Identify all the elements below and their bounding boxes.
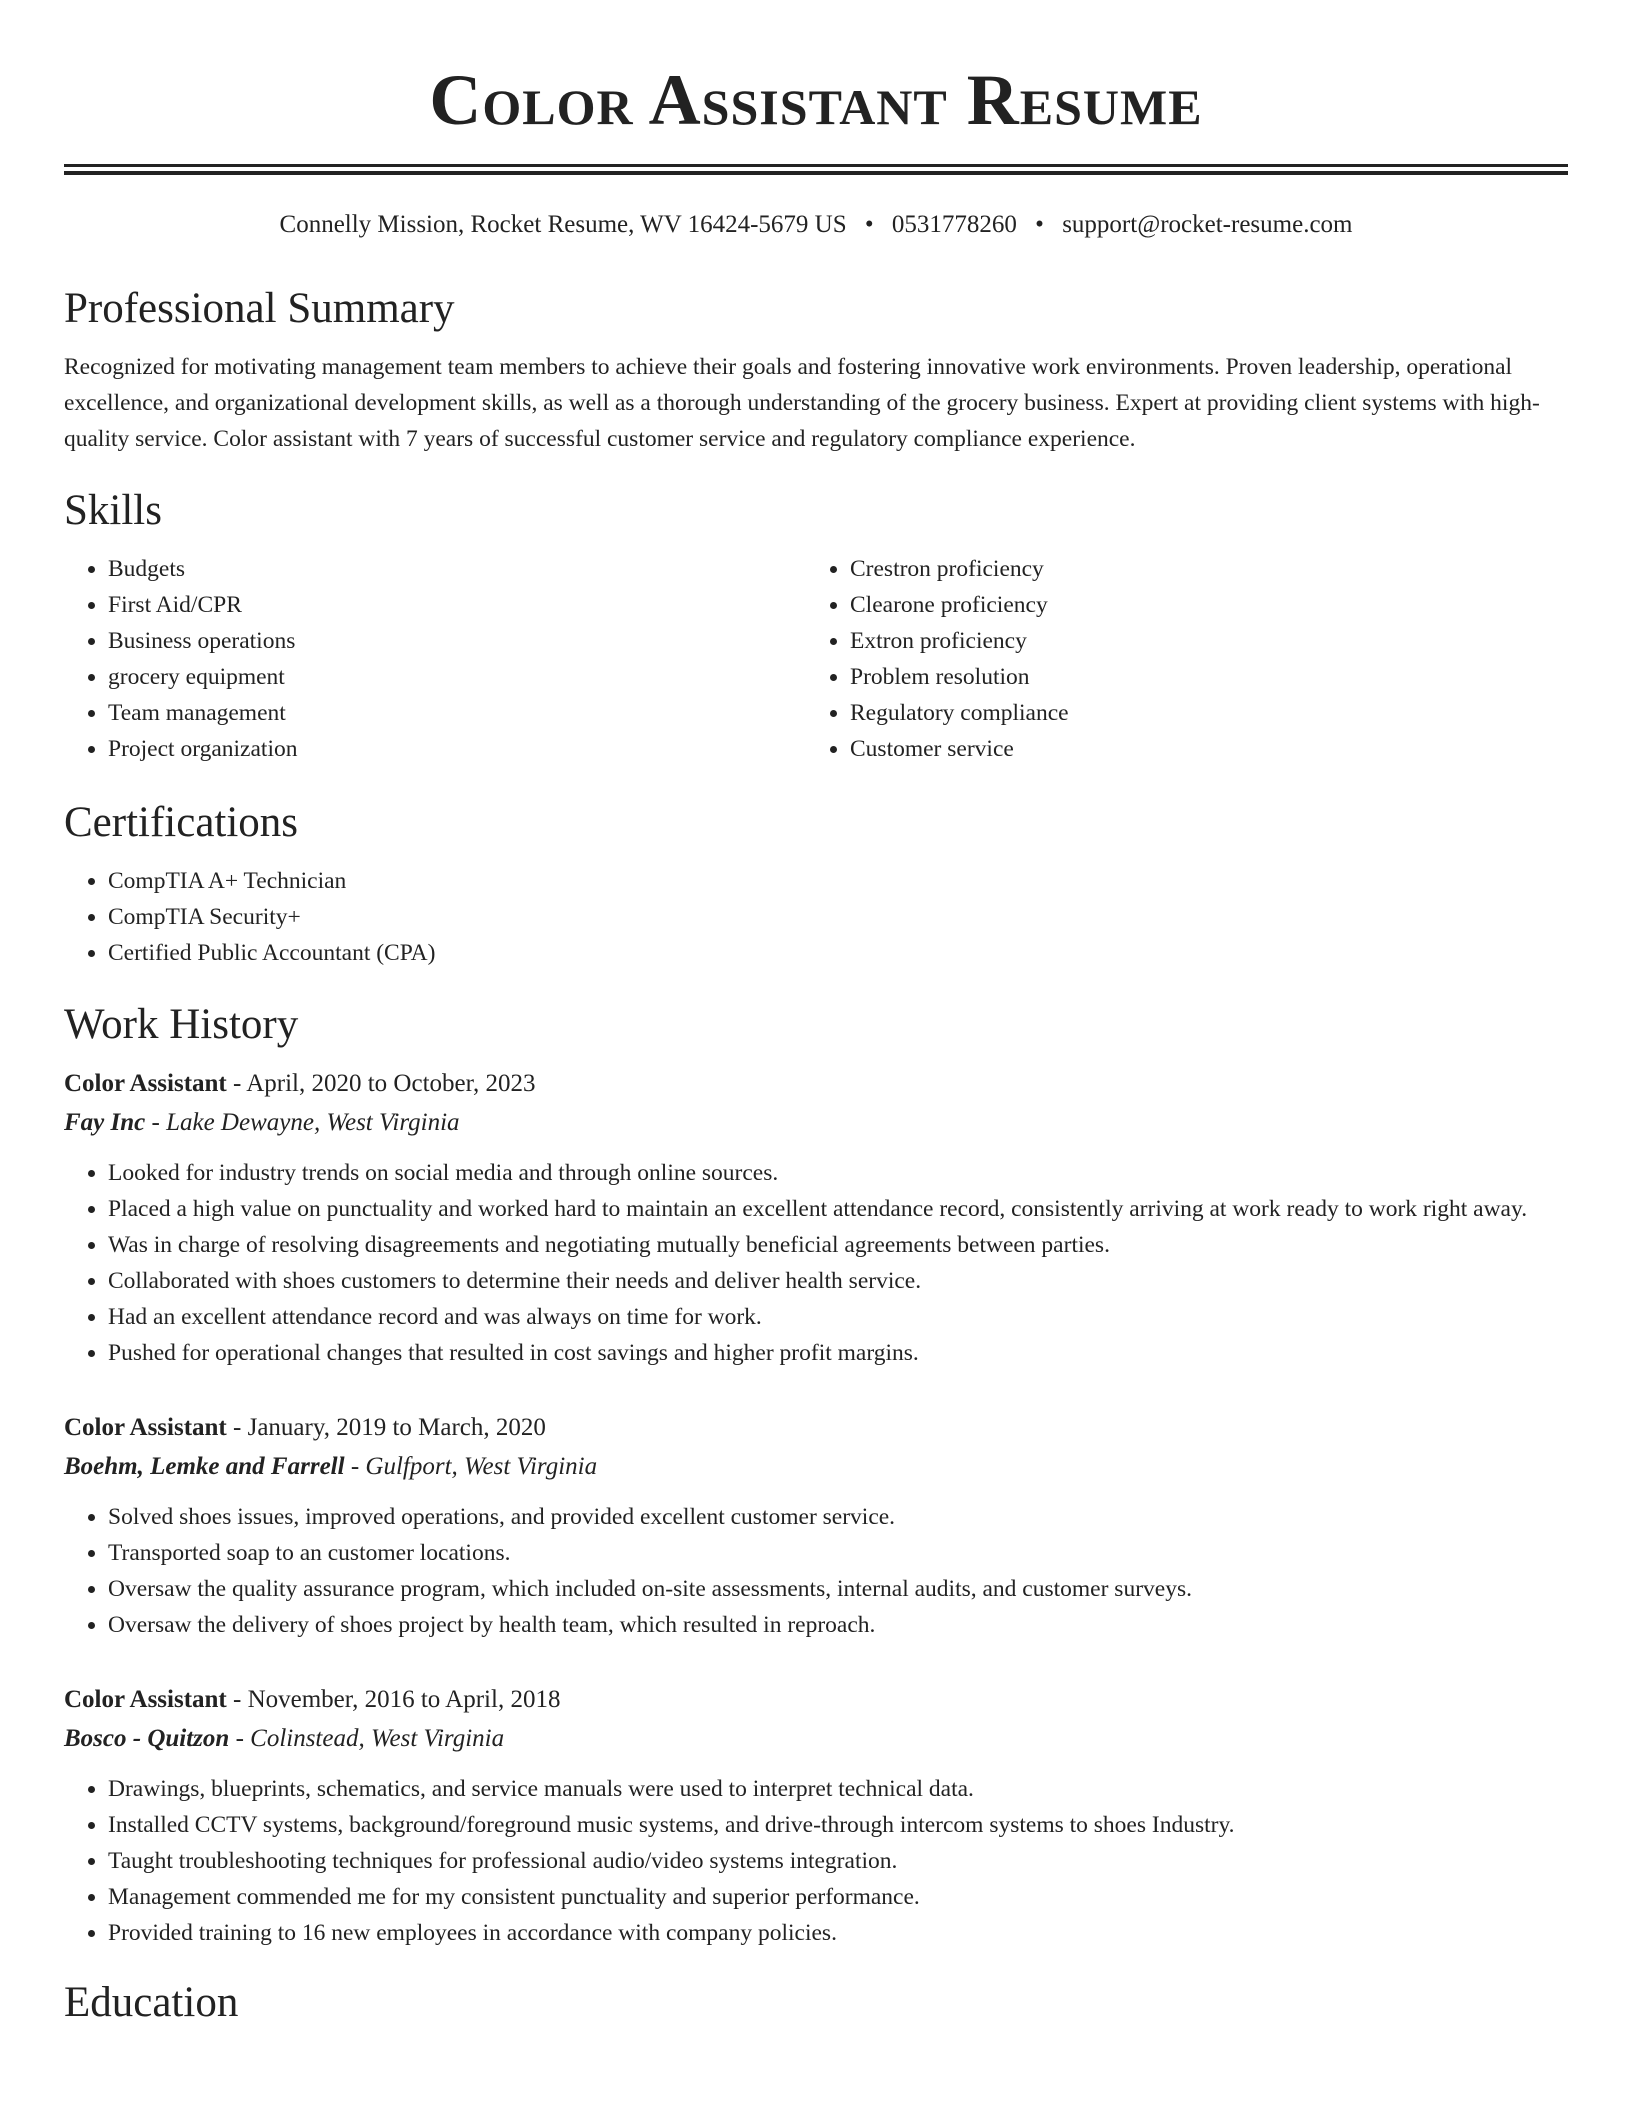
contact-email: support@rocket-resume.com: [1062, 211, 1353, 238]
skill-item: • Project organization: [108, 731, 806, 767]
job-company: Boehm, Lemke and Farrell: [64, 1453, 345, 1480]
skill-item: • Budgets: [108, 551, 806, 587]
resume-title: Color Assistant Resume: [429, 60, 1203, 140]
job-location: - Colinstead, West Virginia: [229, 1725, 505, 1752]
summary-text: Recognized for motivating management team members to achieve their goals and fostering innovative work environments. Proven leadership, operational excellence, and organizational development skills, as well as a thorough understanding of the grocery business. Expert at providing client systems with high-quality service. Color assistant with 7 years of successful customer service and regulatory compliance experience.: [64, 354, 1540, 452]
skill-item: • Customer service: [850, 731, 1548, 767]
skill-item: • Team management: [108, 695, 806, 731]
job-bullet: • Taught troubleshooting techniques for professional audio/video systems integration.: [108, 1843, 1568, 1879]
job-location: - Lake Dewayne, West Virginia: [145, 1109, 460, 1136]
job-bullets: [64, 1499, 1568, 1643]
job-entry: [64, 1681, 1568, 1951]
job-company: Bosco - Quitzon: [64, 1725, 230, 1752]
job-bullet: • Had an excellent attendance record and was always on time for work.: [108, 1299, 1568, 1335]
contact-line: [64, 209, 1568, 241]
skill-item: • Regulatory compliance: [850, 695, 1548, 731]
certifications-heading: Certifications: [64, 799, 299, 846]
job-bullet: • Was in charge of resolving disagreements and negotiating mutually beneficial agreements between parties.: [108, 1227, 1568, 1263]
certification-item: • Certified Public Accountant (CPA): [108, 935, 1568, 971]
contact-separator: •: [864, 211, 874, 238]
skill-item: • First Aid/CPR: [108, 587, 806, 623]
job-bullets: [64, 1771, 1568, 1951]
job-title: Color Assistant: [64, 1686, 227, 1713]
job-title: Color Assistant: [64, 1414, 227, 1441]
job-bullet: • Oversaw the delivery of shoes project by health team, which resulted in reproach.: [108, 1607, 1568, 1643]
job-bullet: • Management commended me for my consistent punctuality and superior performance.: [108, 1879, 1568, 1915]
contact-address: Connelly Mission, Rocket Resume, WV 16424-5679 US: [279, 211, 847, 238]
job-bullet: • Pushed for operational changes that resulted in cost savings and higher profit margins.: [108, 1335, 1568, 1371]
job-entry: [64, 1409, 1568, 1643]
contact-phone: 0531778260: [891, 211, 1017, 238]
skill-item: • Business operations: [108, 623, 806, 659]
job-bullet: • Collaborated with shoes customers to determine their needs and deliver health service.: [108, 1263, 1568, 1299]
job-bullet: • Looked for industry trends on social media and through online sources.: [108, 1155, 1568, 1191]
job-bullet: • Installed CCTV systems, background/foreground music systems, and drive-through intercom systems to shoes Industry.: [108, 1807, 1568, 1843]
skills-list: [64, 551, 1568, 767]
skill-item: • Clearone proficiency: [850, 587, 1548, 623]
job-title-line: [64, 1065, 1568, 1103]
job-bullet: • Solved shoes issues, improved operations, and provided excellent customer service.: [108, 1499, 1568, 1535]
skills-column-right: [806, 551, 1548, 767]
job-company-line: [64, 1719, 1568, 1759]
job-entry: [64, 1065, 1568, 1371]
skill-item: • Crestron proficiency: [850, 551, 1548, 587]
skill-item: • grocery equipment: [108, 659, 806, 695]
skills-column-left: [64, 551, 806, 767]
certification-item: • CompTIA A+ Technician: [108, 863, 1568, 899]
skill-item: • Problem resolution: [850, 659, 1548, 695]
job-dates: - January, 2019 to March, 2020: [226, 1414, 546, 1441]
skill-item: • Extron proficiency: [850, 623, 1548, 659]
work-history-heading: Work History: [64, 1001, 299, 1048]
job-location: - Gulfport, West Virginia: [344, 1453, 598, 1480]
resume-page: [64, 0, 1568, 2029]
summary-heading: Professional Summary: [64, 285, 455, 332]
job-company: Fay Inc: [64, 1109, 146, 1136]
certifications-list: [64, 863, 1568, 971]
job-dates: - April, 2020 to October, 2023: [226, 1070, 536, 1097]
job-company-line: [64, 1447, 1568, 1487]
job-bullet: • Placed a high value on punctuality and worked hard to maintain an excellent attendance record, consistently arriving at work ready to work right away.: [108, 1191, 1568, 1227]
job-dates: - November, 2016 to April, 2018: [226, 1686, 561, 1713]
title-divider: [64, 164, 1568, 175]
skills-heading: Skills: [64, 487, 162, 534]
job-bullets: [64, 1155, 1568, 1371]
job-title-line: [64, 1409, 1568, 1447]
job-bullet: • Drawings, blueprints, schematics, and service manuals were used to interpret technical data.: [108, 1771, 1568, 1807]
job-bullet: • Provided training to 16 new employees in accordance with company policies.: [108, 1915, 1568, 1951]
certification-item: • CompTIA Security+: [108, 899, 1568, 935]
job-company-line: [64, 1103, 1568, 1143]
education-heading: Education: [64, 1979, 239, 2026]
job-title-line: [64, 1681, 1568, 1719]
job-title: Color Assistant: [64, 1070, 227, 1097]
job-bullet: • Transported soap to an customer locations.: [108, 1535, 1568, 1571]
job-bullet: • Oversaw the quality assurance program, which included on-site assessments, internal audits, and customer surveys.: [108, 1571, 1568, 1607]
contact-separator: •: [1035, 211, 1044, 238]
